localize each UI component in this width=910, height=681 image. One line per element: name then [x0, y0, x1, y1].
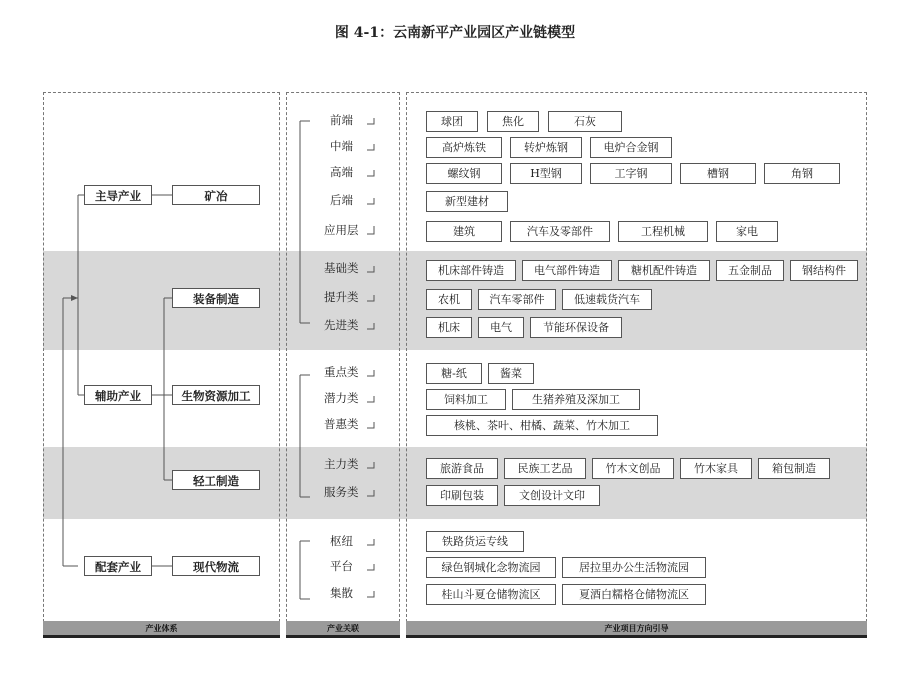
- relation-label: 后端: [330, 193, 353, 207]
- project-box: 桂山斗夏仓储物流区: [426, 584, 556, 605]
- project-box: 低速载货汽车: [562, 289, 652, 310]
- project-box: 糖机配件铸造: [618, 260, 710, 281]
- project-box: 竹木家具: [680, 458, 752, 479]
- project-box: 槽钢: [680, 163, 756, 184]
- project-box: 机床部件铸造: [426, 260, 516, 281]
- project-box: 电炉合金钢: [590, 137, 672, 158]
- project-box: 高炉炼铁: [426, 137, 502, 158]
- project-box: 电气部件铸造: [522, 260, 612, 281]
- project-box: 文创设计文印: [504, 485, 600, 506]
- footer-industry-system: 产业体系: [43, 621, 280, 638]
- project-box: 汽车零部件: [478, 289, 556, 310]
- project-box: 焦化: [487, 111, 539, 132]
- project-box: 球团: [426, 111, 478, 132]
- relation-label: 应用层: [324, 223, 359, 237]
- project-box: 螺纹钢: [426, 163, 502, 184]
- relation-label: 中端: [330, 139, 353, 153]
- project-box: 箱包制造: [758, 458, 830, 479]
- relation-label: 提升类: [324, 290, 359, 304]
- project-box: 绿色钢城化念物流园: [426, 557, 556, 578]
- project-box: 铁路货运专线: [426, 531, 524, 552]
- relation-label: 高端: [330, 165, 353, 179]
- relation-label: 前端: [330, 113, 353, 127]
- footer-industry-relation: 产业关联: [286, 621, 400, 638]
- equipment-box: 装备制造: [172, 288, 260, 308]
- project-box: 印刷包装: [426, 485, 498, 506]
- project-box: 旅游食品: [426, 458, 498, 479]
- bio-processing-box: 生物资源加工: [172, 385, 260, 405]
- relation-label: 潜力类: [324, 391, 359, 405]
- auxiliary-industry-box: 辅助产业: [84, 385, 152, 405]
- relation-label: 主力类: [324, 457, 359, 471]
- main-industry-box: 主导产业: [84, 185, 152, 205]
- project-box: 工程机械: [618, 221, 708, 242]
- project-box: 民族工艺品: [504, 458, 586, 479]
- relation-label: 先进类: [324, 318, 359, 332]
- project-box: 核桃、茶叶、柑橘、蔬菜、竹木加工: [426, 415, 658, 436]
- project-box: 夏酒白糯格仓储物流区: [562, 584, 706, 605]
- project-box: 饲料加工: [426, 389, 506, 410]
- project-box: 机床: [426, 317, 472, 338]
- logistics-box: 现代物流: [172, 556, 260, 576]
- project-box: 新型建材: [426, 191, 508, 212]
- support-industry-box: 配套产业: [84, 556, 152, 576]
- project-box: 角钢: [764, 163, 840, 184]
- project-box: 工字钢: [590, 163, 672, 184]
- project-box: 家电: [716, 221, 778, 242]
- project-box: H型钢: [510, 163, 582, 184]
- project-box: 建筑: [426, 221, 502, 242]
- relation-label: 重点类: [324, 365, 359, 379]
- light-manufacturing-box: 轻工制造: [172, 470, 260, 490]
- project-box: 节能环保设备: [530, 317, 622, 338]
- mining-box: 矿冶: [172, 185, 260, 205]
- project-box: 糖-纸: [426, 363, 482, 384]
- project-box: 酱菜: [488, 363, 534, 384]
- project-box: 钢结构件: [790, 260, 858, 281]
- project-box: 汽车及零部件: [510, 221, 610, 242]
- relation-label: 集散: [330, 586, 353, 600]
- project-box: 居拉里办公生活物流园: [562, 557, 706, 578]
- project-box: 五金制品: [716, 260, 784, 281]
- relation-label: 普惠类: [324, 417, 359, 431]
- project-box: 竹木文创品: [592, 458, 674, 479]
- project-box: 转炉炼钢: [510, 137, 582, 158]
- relation-label: 基础类: [324, 261, 359, 275]
- relation-label: 服务类: [324, 485, 359, 499]
- project-box: 电气: [478, 317, 524, 338]
- project-box: 农机: [426, 289, 472, 310]
- project-box: 石灰: [548, 111, 622, 132]
- footer-project-guidance: 产业项目方向引导: [406, 621, 867, 638]
- project-box: 生猪养殖及深加工: [512, 389, 640, 410]
- relation-label: 平台: [330, 559, 353, 573]
- figure-title: 图 4-1：云南新平产业园区产业链模型: [334, 25, 576, 41]
- relation-label: 枢纽: [330, 534, 353, 548]
